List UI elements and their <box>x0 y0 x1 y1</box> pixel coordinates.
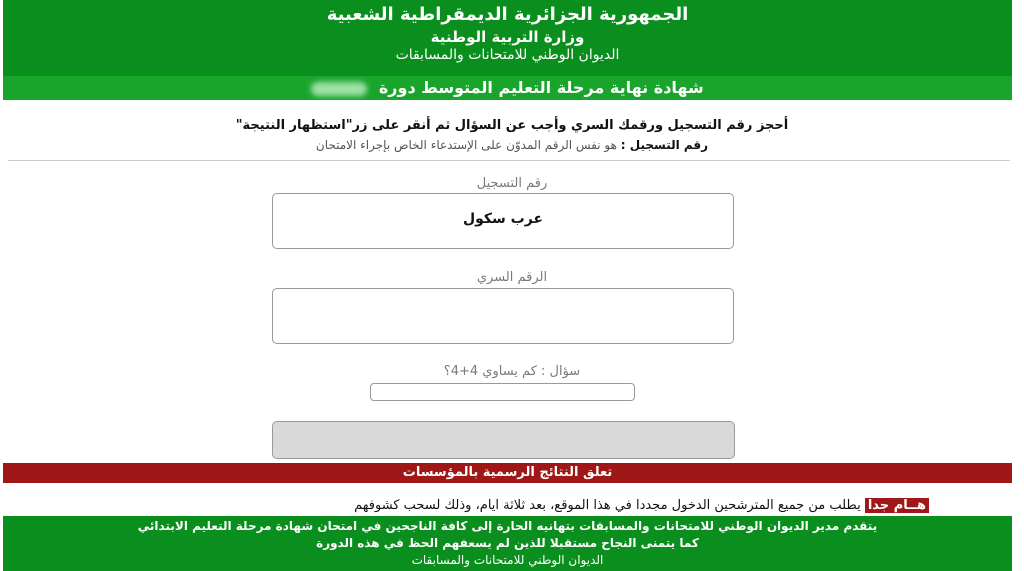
office-title: الديوان الوطني للامتحانات والمسابقات <box>395 47 620 63</box>
footer-line-1: يتقدم مدير الديوان الوطني للامتحانات والمسابقات بتهانيه الحارة إلى كافة الناجحين في امتحان شهادة مرحلة التعليم الابتدائي <box>137 519 878 533</box>
registration-label: رقم التسجيل <box>476 176 548 191</box>
show-result-button[interactable] <box>272 421 735 459</box>
captcha-question: سؤال : كم يساوي 4+4؟ <box>443 364 581 379</box>
exam-title: شهادة نهاية مرحلة التعليم المتوسط دورة <box>378 78 704 97</box>
republic-title: الجمهورية الجزائرية الديمقراطية الشعبية <box>326 4 689 25</box>
secret-number-label: الرقم السري <box>476 270 548 285</box>
instruction-note <box>0 138 1024 152</box>
congratulations-footer <box>3 516 1012 571</box>
instruction-note-text: هو نفس الرقم المدوّن على الإستدعاء الخاص بإجراء الامتحان <box>315 138 621 152</box>
official-results-notice: تعلق النتائج الرسمية بالمؤسسات <box>3 463 1012 483</box>
site-header <box>3 0 1012 100</box>
footer-line-2: كما يتمنى النجاح مستقبلا للذين لم يسعفهم الحظ في هذه الدورة <box>316 536 699 550</box>
footer-line-3: الديوان الوطني للامتحانات والمسابقات <box>411 553 604 567</box>
registration-number-input[interactable]: عرب سكول <box>272 193 734 249</box>
blurred-year <box>311 82 367 96</box>
ministry-title: وزارة التربية الوطنية <box>430 28 585 46</box>
secret-number-input[interactable] <box>272 288 734 344</box>
important-notice <box>354 498 929 513</box>
important-text: يطلب من جميع المترشحين الدخول مجددا في هذا الموقع، بعد ثلاثة ايام، وذلك لسحب كشوفهم <box>354 498 861 513</box>
exam-title-bar <box>3 76 1012 100</box>
instruction-main: أحجز رقم التسجيل ورقمك السري وأجب عن السؤال ثم أنقر على زر"استظهار النتيجة" <box>235 118 789 133</box>
instruction-note-label: رقم التسجيل : <box>620 138 709 152</box>
divider <box>8 160 1010 161</box>
important-badge: هــام جدا <box>865 498 929 513</box>
captcha-answer-input[interactable] <box>370 383 635 401</box>
